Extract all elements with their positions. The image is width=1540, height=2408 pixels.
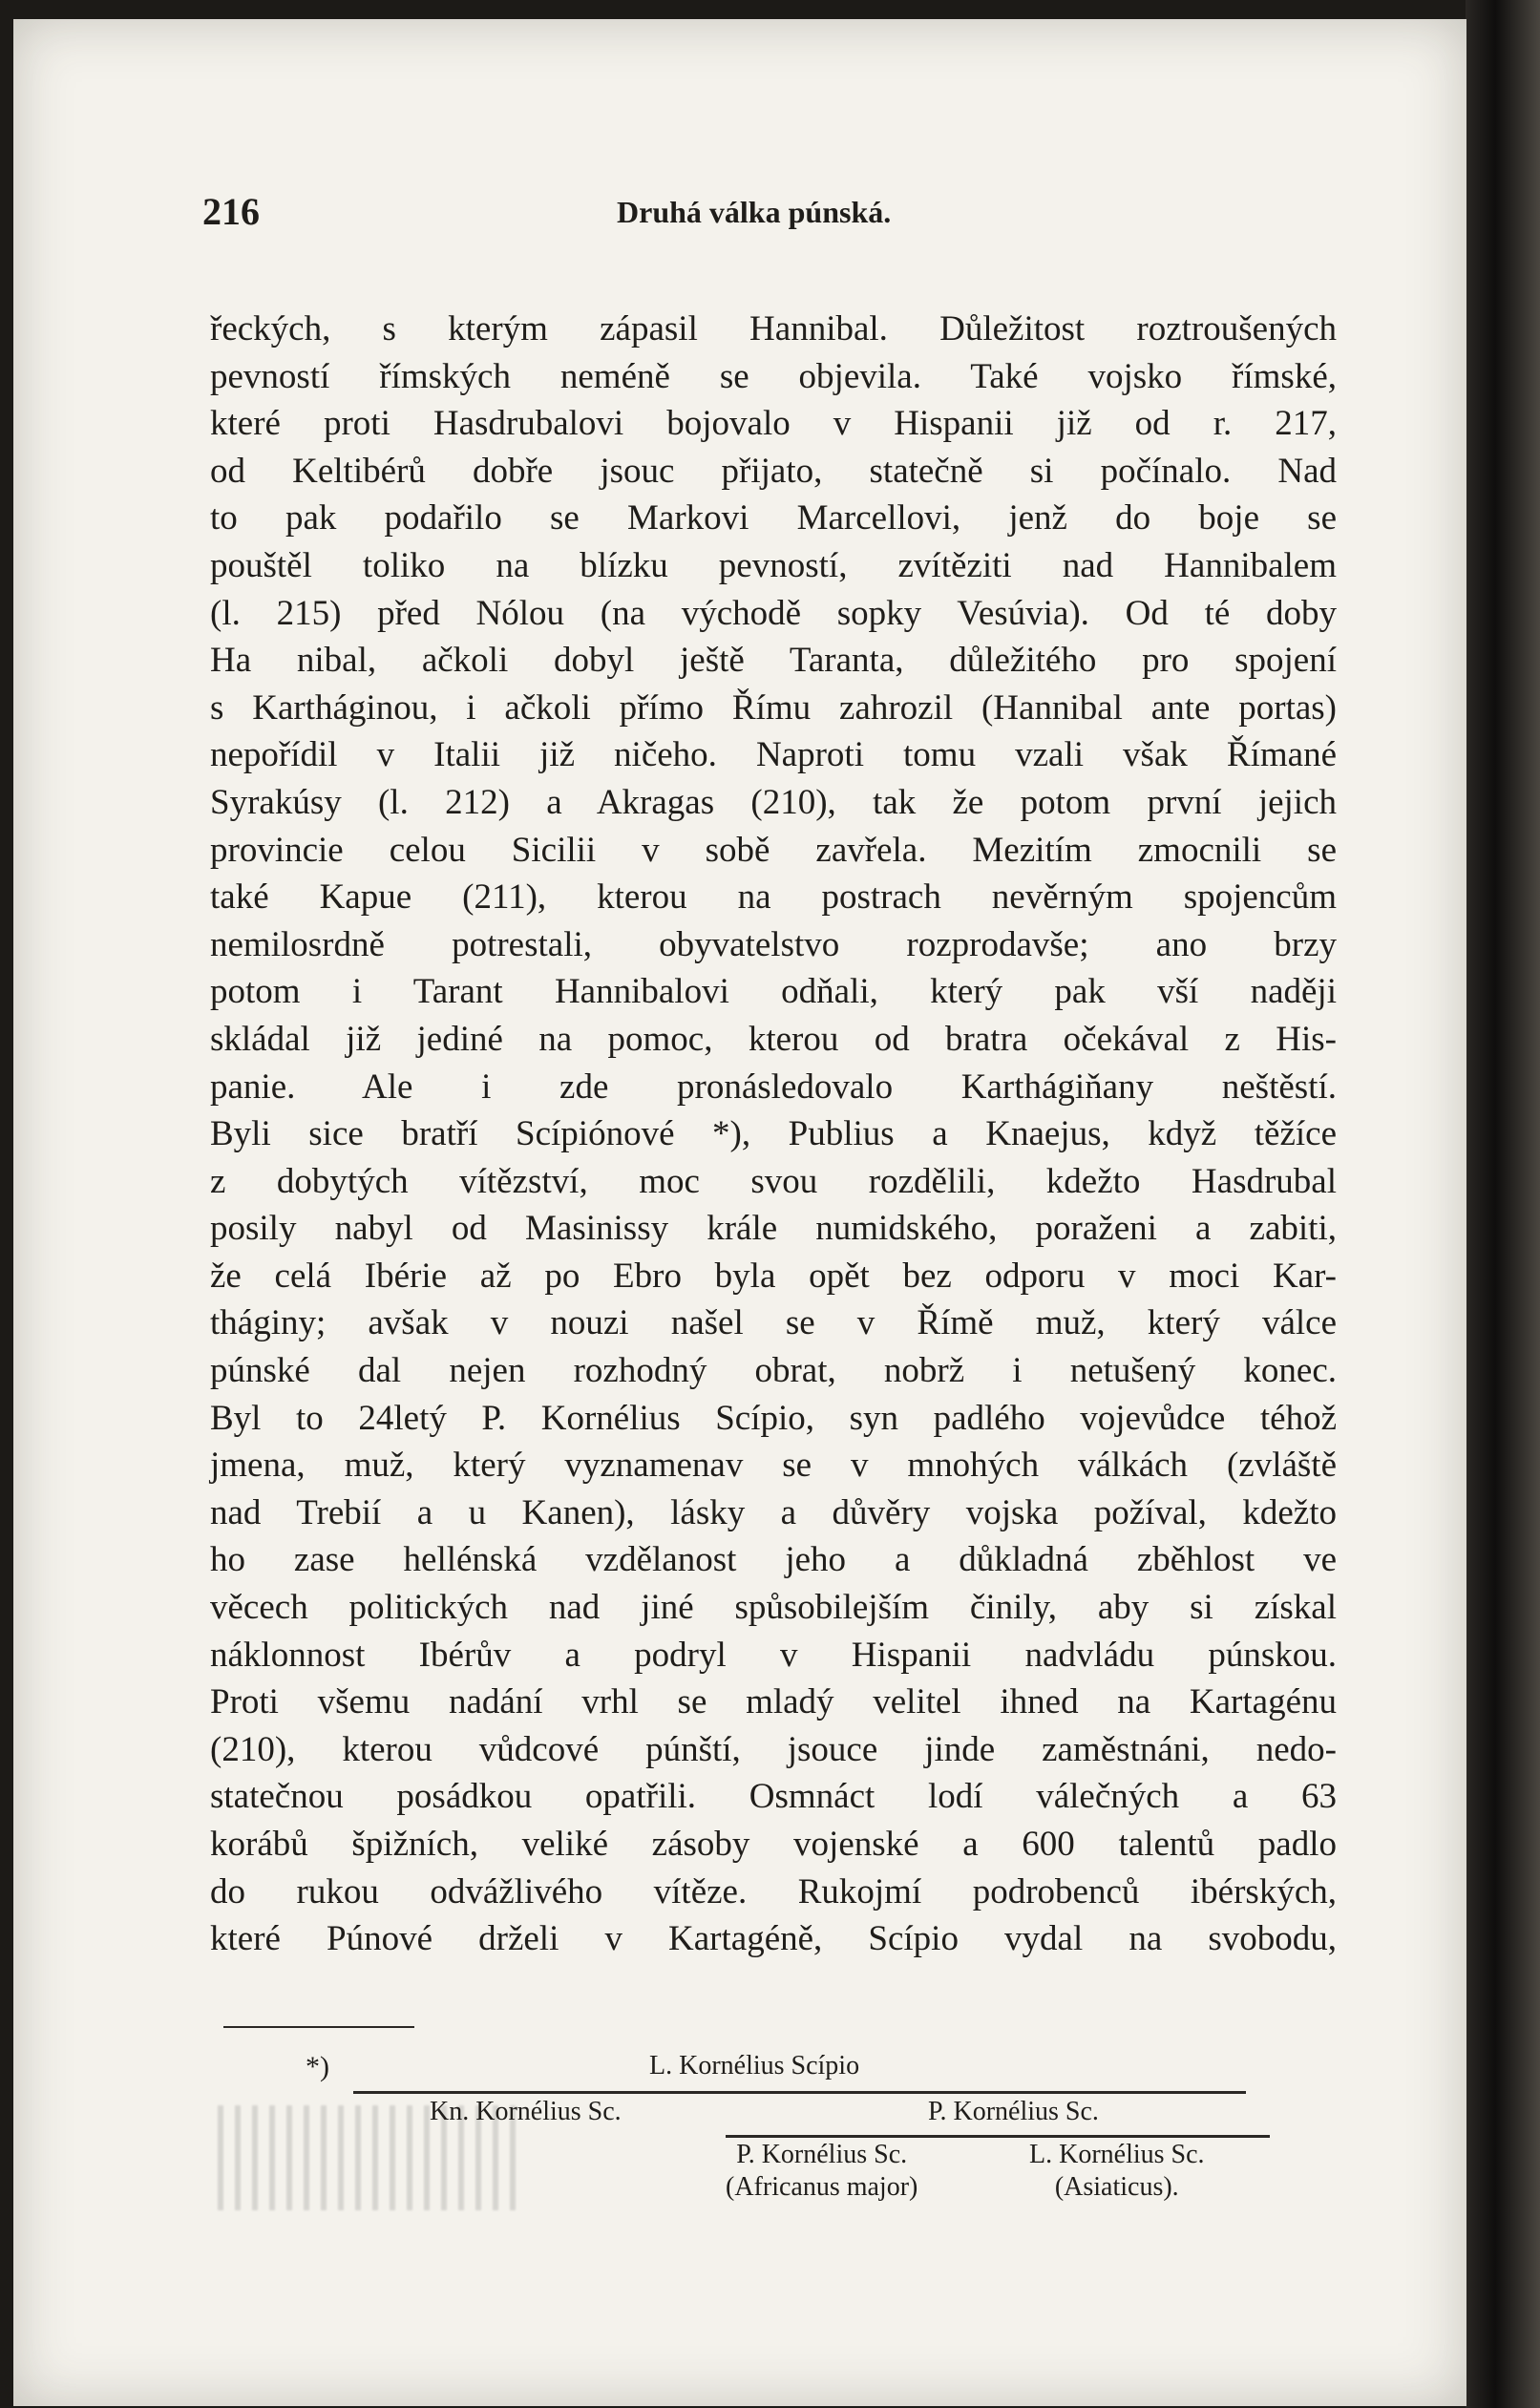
tree-bracket xyxy=(726,2135,1270,2138)
text-line: že celá Ibérie až po Ebro byla opět bez odporu v moci Kar- xyxy=(210,1256,1337,1296)
text-line: Byl to 24letý P. Kornélius Scípio, syn padlého vojevůdce téhož xyxy=(210,1398,1337,1438)
footnote-family-tree xyxy=(210,2051,1337,2242)
footnote-rule xyxy=(223,2026,414,2028)
text-line: pouštěl toliko na blízku pevností, zvítěziti nad Hannibalem xyxy=(210,545,1337,585)
text-line: jmena, muž, který vyznamenav se v mnohých válkách (zvláště xyxy=(210,1446,1337,1486)
grandchild-epithet: (Africanus major) xyxy=(726,2172,918,2202)
text-line: pevností římských neméně se objevila. Také vojsko římské, xyxy=(210,356,1337,396)
text-line: provincie celou Sicilii v sobě zavřela. Mezitím zmocnili se xyxy=(210,830,1337,870)
text-line: do rukou odvážlivého vítěze. Rukojmí podrobenců ibérských, xyxy=(210,1871,1337,1912)
text-line: ho zase hellénská vzdělanost jeho a důkladná zběhlost ve xyxy=(210,1540,1337,1580)
text-line: náklonnost Ibérův a podryl v Hispanii nadvládu púnskou. xyxy=(210,1635,1337,1675)
text-line: tháginy; avšak v nouzi našel se v Římě muž, který válce xyxy=(210,1303,1337,1343)
text-line: nemilosrdně potrestali, obyvatelstvo rozprodavše; ano brzy xyxy=(210,924,1337,964)
text-line: řeckých, s kterým zápasil Hannibal. Důležitost roztroušených xyxy=(210,309,1337,349)
tree-root: L. Kornélius Scípio xyxy=(649,2051,860,2081)
grandchild-epithet: (Asiaticus). xyxy=(1054,2172,1179,2202)
book-edge xyxy=(1466,0,1540,2408)
body-text xyxy=(210,306,1337,1963)
tree-child-left: Kn. Kornélius Sc. xyxy=(430,2097,622,2126)
text-line: s Kartháginou, i ačkoli přímo Římu zahrozil (Hannibal ante portas) xyxy=(210,687,1337,728)
text-line: (210), kterou vůdcové púnští, jsouce jinde zaměstnáni, nedo- xyxy=(210,1729,1337,1769)
text-line: to pak podařilo se Markovi Marcellovi, jenž do boje se xyxy=(210,498,1337,539)
text-line: nad Trebií a u Kanen), lásky a důvěry vojska požíval, kdežto xyxy=(210,1492,1337,1532)
text-line: které proti Hasdrubalovi bojovalo v Hispanii již od r. 217, xyxy=(210,404,1337,444)
text-line: statečnou posádkou opatřili. Osmnáct lodí válečných a 63 xyxy=(210,1777,1337,1817)
text-line: Syrakúsy (l. 212) a Akragas (210), tak že potom první jejich xyxy=(210,782,1337,822)
text-line: potom i Tarant Hannibalovi odňali, který pak vší naději xyxy=(210,972,1337,1012)
text-line: skládal již jediné na pomoc, kterou od bratra očekával z His- xyxy=(210,1019,1337,1059)
page-header xyxy=(200,189,1346,246)
text-line: (l. 215) před Nólou (na východě sopky Vesúvia). Od té doby xyxy=(210,593,1337,633)
running-head: Druhá válka púnská. xyxy=(617,195,892,229)
text-line: od Keltibérů dobře jsouc přijato, statečně si počínalo. Nad xyxy=(210,451,1337,491)
tree-grandchild-left xyxy=(726,2139,918,2204)
text-line: panie. Ale i zde pronásledovalo Karthágiňany neštěstí. xyxy=(210,1067,1337,1107)
tree-child-right: P. Kornélius Sc. xyxy=(928,2097,1099,2126)
text-line: z dobytých vítězství, moc svou rozdělili, kdežto Hasdrubal xyxy=(210,1161,1337,1201)
text-line: Proti všemu nadání vrhl se mladý velitel ihned na Kartagénu xyxy=(210,1682,1337,1722)
grandchild-name: P. Kornélius Sc. xyxy=(736,2140,908,2169)
tree-bracket xyxy=(353,2091,1246,2094)
text-line: púnské dal nejen rozhodný obrat, nobrž i netušený konec. xyxy=(210,1351,1337,1391)
text-line: také Kapue (211), kterou na postrach nevěrným spojencům xyxy=(210,877,1337,918)
page-number: 216 xyxy=(202,190,260,233)
text-line: Ha nibal, ačkoli dobyl ještě Taranta, důležitého pro spojení xyxy=(210,641,1337,681)
text-line: Byli sice bratří Scípiónové *), Publius a Knaejus, když těžíce xyxy=(210,1114,1337,1154)
text-line: nepořídil v Italii již ničeho. Naproti tomu vzali však Římané xyxy=(210,735,1337,775)
grandchild-name: L. Kornélius Sc. xyxy=(1029,2140,1205,2169)
tree-grandchild-right xyxy=(1029,2139,1205,2204)
text-line: které Púnové drželi v Kartagéně, Scípio vydal na svobodu, xyxy=(210,1919,1337,1959)
footnote-marker: *) xyxy=(306,2051,329,2082)
text-line: posily nabyl od Masinissy krále numidského, poraženi a zabiti, xyxy=(210,1209,1337,1249)
text-line: korábů špižních, veliké zásoby vojenské a 600 talentů padlo xyxy=(210,1825,1337,1864)
text-line: věcech politických nad jiné spůsobilejším činily, aby si získal xyxy=(210,1588,1337,1628)
